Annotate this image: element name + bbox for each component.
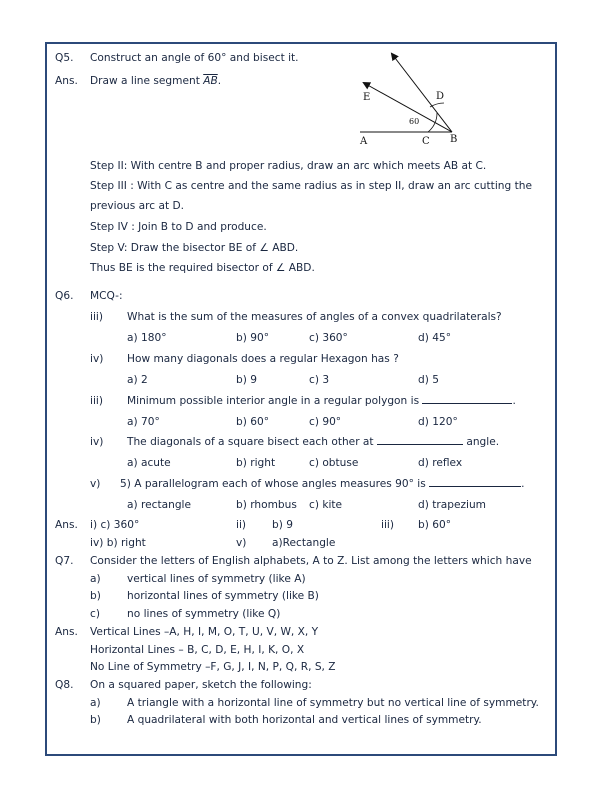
mcq-number: v) xyxy=(90,478,101,490)
mcq-option: b) rhombus xyxy=(236,499,297,511)
q6-title: MCQ-: xyxy=(90,290,123,302)
q6-answer: a)Rectangle xyxy=(272,537,336,549)
mcq-question: The diagonals of a square bisect each other at xyxy=(127,436,374,448)
q8-part-text: A quadrilateral with both horizontal and vertical lines of symmetry. xyxy=(127,714,482,726)
mcq-option: c) 90° xyxy=(309,416,342,428)
q7-number: Q7. xyxy=(55,555,74,567)
q5-step: Step III : With C as centre and the same radius as in step II, draw an arc cutting the xyxy=(90,180,532,192)
mcq-option: d) reflex xyxy=(418,457,463,469)
q5-answer-intro xyxy=(90,74,221,88)
mcq-question-line xyxy=(127,435,499,449)
mcq-tail: . xyxy=(521,478,525,490)
mcq-option: b) right xyxy=(236,457,276,469)
q7-part-letter: b) xyxy=(90,590,101,602)
mcq-number: iii) xyxy=(90,395,103,407)
q7-part-letter: a) xyxy=(90,573,101,585)
q7-question: Consider the letters of English alphabets, A to Z. List among the letters which have xyxy=(90,555,532,567)
label-e: E xyxy=(363,92,371,103)
label-d: D xyxy=(436,91,445,102)
q5-step: Step II: With centre B and proper radius, draw an arc which meets AB at C. xyxy=(90,160,487,172)
mcq-question-line xyxy=(127,394,516,408)
mcq-option: d) 45° xyxy=(418,332,452,344)
q7-part-text: horizontal lines of symmetry (like B) xyxy=(127,590,319,602)
q5-step: Thus BE is the required bisector of ∠ ABD. xyxy=(90,262,315,274)
q5-question: Construct an angle of 60° and bisect it. xyxy=(90,52,299,64)
q6-answer: iv) b) right xyxy=(90,537,146,549)
q5-answer-prefix: Draw a line segment xyxy=(90,75,204,87)
mcq-option: d) 120° xyxy=(418,416,458,428)
q8-number: Q8. xyxy=(55,679,74,691)
q6-answer: v) xyxy=(236,537,247,549)
mcq-option: d) 5 xyxy=(418,374,439,386)
mcq-question: How many diagonals does a regular Hexagon has ? xyxy=(127,353,399,365)
segment-ab: $\overline{AB}$ xyxy=(203,75,218,87)
mcq-option: c) obtuse xyxy=(309,457,359,469)
mcq-option: c) 3 xyxy=(309,374,330,386)
q7-answer: Vertical Lines –A, H, I, M, O, T, U, V, W, X, Y xyxy=(90,626,319,638)
q6-answer: b) 9 xyxy=(272,519,293,531)
q6-answer: b) 60° xyxy=(418,519,452,531)
q5-step: Step IV : Join B to D and produce. xyxy=(90,221,267,233)
mcq-number: iii) xyxy=(90,311,103,323)
q5-number: Q5. xyxy=(55,52,74,64)
q5-answer-label: Ans. xyxy=(55,75,78,87)
mcq-option: d) trapezium xyxy=(418,499,487,511)
answer-blank xyxy=(422,394,512,404)
q7-part-text: vertical lines of symmetry (like A) xyxy=(127,573,306,585)
q6-answer: i) c) 360° xyxy=(90,519,140,531)
mcq-number: iv) xyxy=(90,353,104,365)
mcq-option: a) 2 xyxy=(127,374,148,386)
q5-step: previous arc at D. xyxy=(90,200,185,212)
answer-blank xyxy=(429,477,521,487)
q5-step: Step V: Draw the bisector BE of ∠ ABD. xyxy=(90,242,299,254)
q7-answer: No Line of Symmetry –F, G, J, I, N, P, Q, R, S, Z xyxy=(90,661,336,673)
mcq-question: 5) A parallelogram each of whose angles measures 90° is xyxy=(120,478,426,490)
mcq-option: c) 360° xyxy=(309,332,348,344)
mcq-tail: . xyxy=(512,395,516,407)
q6-answer: ii) xyxy=(236,519,247,531)
angle-bisector-figure xyxy=(340,45,470,150)
mcq-option: a) acute xyxy=(127,457,171,469)
label-angle: 60 xyxy=(409,117,420,126)
label-c: C xyxy=(422,136,430,147)
mcq-option: b) 60° xyxy=(236,416,270,428)
mcq-number: iv) xyxy=(90,436,104,448)
mcq-option: b) 9 xyxy=(236,374,257,386)
label-a: A xyxy=(360,136,368,147)
arc-c xyxy=(428,113,437,132)
q7-answer: Horizontal Lines – B, C, D, E, H, I, K, O, X xyxy=(90,644,305,656)
mcq-option: a) 70° xyxy=(127,416,160,428)
q5-answer-suffix: . xyxy=(217,75,222,87)
mcq-option: b) 90° xyxy=(236,332,270,344)
mcq-question-line xyxy=(120,477,525,491)
label-b: B xyxy=(450,134,458,145)
mcq-option: a) rectangle xyxy=(127,499,192,511)
q8-part-letter: a) xyxy=(90,697,101,709)
mcq-tail: angle. xyxy=(466,436,500,448)
mcq-question: What is the sum of the measures of angles of a convex quadrilaterals? xyxy=(127,311,502,323)
mcq-option: c) kite xyxy=(309,499,343,511)
q6-answer-label: Ans. xyxy=(55,519,78,531)
q8-part-letter: b) xyxy=(90,714,101,726)
q7-part-text: no lines of symmetry (like Q) xyxy=(127,608,281,620)
q8-part-text: A triangle with a horizontal line of symmetry but no vertical line of symmetry. xyxy=(127,697,539,709)
q6-answer: iii) xyxy=(381,519,394,531)
q7-part-letter: c) xyxy=(90,608,100,620)
mcq-question: Minimum possible interior angle in a regular polygon is xyxy=(127,395,420,407)
mcq-option: a) 180° xyxy=(127,332,167,344)
answer-blank xyxy=(377,435,463,445)
q6-number: Q6. xyxy=(55,290,74,302)
q8-question: On a squared paper, sketch the following: xyxy=(90,679,312,691)
q7-answer-label: Ans. xyxy=(55,626,78,638)
